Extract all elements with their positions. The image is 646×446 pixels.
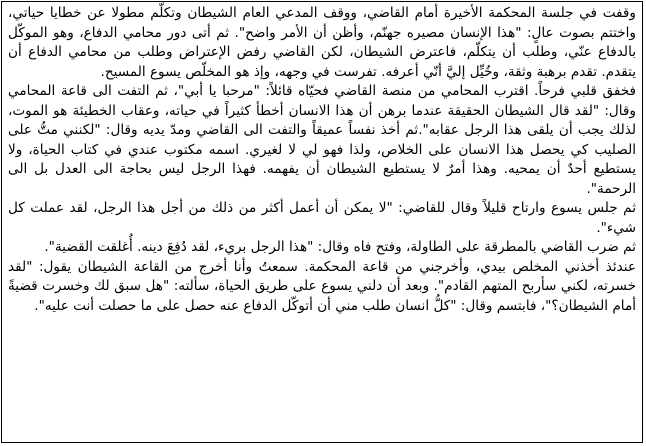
paragraph-leaving-court: عندئذ أخذني المخلص بيدي، وأخرجني من قاعة المحكمة. سمعتُ وأنا أخرج من القاعة الشيطان يقول: "لقد خسرته، لكني سأربح المتهم القادم". وبعد أن دلني يسوع على طريق الحياة، سألته: "هل سبق لك وخسرت قضيةً أمام الشيطان؟"، فابتسم وقال: "كلُّ انسان طلب مني أن أتوكّل الدفاع عنه حصل على ما حصلت أنت عليه". [8, 258, 636, 314]
paragraph-jesus-rests: ثم جلس يسوع وارتاح قليلاً وقال للقاضي: "لا يمكن أن أعمل أكثر من ذلك من أجل هذا الرجل، لقد عملت كل شيء". [8, 200, 636, 236]
document-body [8, 4, 636, 316]
paragraph-verdict: ثم ضرب القاضي بالمطرقة على الطاولة، وفتح فاه وقال: "هذا الرجل بريء، لقد دُفِعَ دينه. أُغلقت القضية". [44, 239, 636, 255]
paragraph-defense-speech: فخفق قلبي فرحاً. اقترب المحامي من منصة القاضي فحيّاه قائلاً: "مرحبا يا أبي"، ثم التفت الى قاعة المحامي وقال: "لقد قال الشيطان الحقيقة عندما برهن أن هذا الانسان أخطأ كثيراً في حياته، وعقاب الخطيئة هو الموت، لذلك يجب أن يلقى هذا الرجل عقابه".ثم أخذ نفساً عميقاً والتفت الى القاضي ومدّ يديه وقال: "لكنني متُّ على الصليب كي يحصل هذا الانسان على الخلاص، ولذا فهو لي لا لغيري. اسمه مكتوب عندي في كتاب الحياة، ولا يستطيع أحدٌ أن يمحيه. وهذا أمرٌ لا يستطيع الشيطان أن يفهمه. فهذا الرجل ليس بحاجة الى العدل بل الى الرحمة". [8, 83, 636, 197]
paragraph-courtroom-opening: وقفت في جلسة المحكمة الأخيرة أمام القاضي، ووقف المدعي العام الشيطان وتكلّم مطولا عن خطايا حياتي، واختتم بصوت عالٍ: "هذا الإنسان مصيره جهنّم، وأظن أن الأمر واضح". ثم أتى دور محامي الدفاع، وهو الموكّل بالدفاع عنّي، وطلب أن يتكلّم، فاعترض الشيطان، لكن القاضي رفض الإعتراض وطلب من محامي الدفاع أن يتقدم. تقدم برهبة وثقة، وخُيِّل إليَّ أنّي أعرفه. تفرست في وجهه، وإذ هو المخلّص يسوع المسيح. [8, 5, 636, 80]
document-page [1, 1, 643, 443]
